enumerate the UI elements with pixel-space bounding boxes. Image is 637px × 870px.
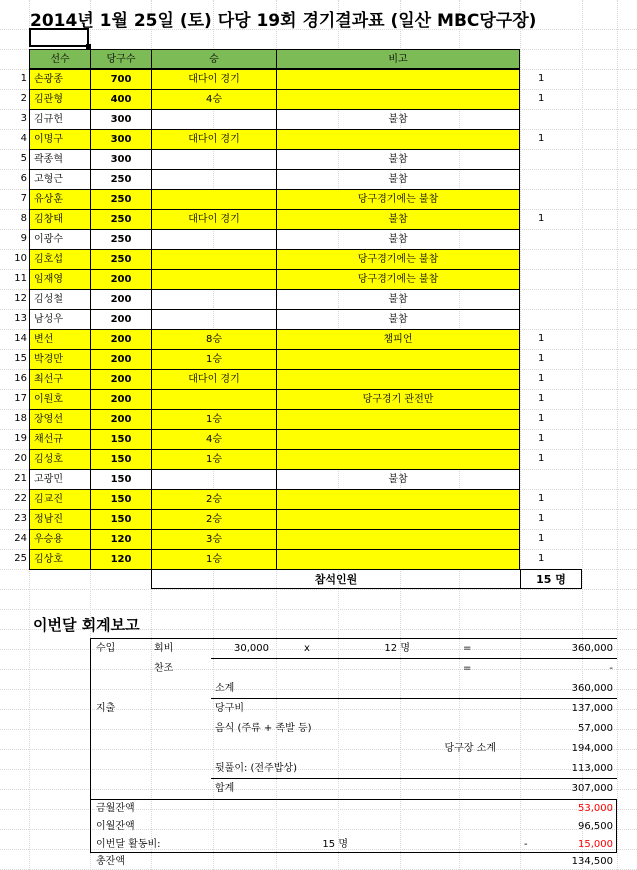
attendance-count-cell[interactable]: 1 xyxy=(538,453,545,464)
attendance-count-cell[interactable] xyxy=(520,229,582,250)
row-number[interactable]: 14 xyxy=(14,333,27,344)
row-number[interactable]: 12 xyxy=(14,293,27,304)
row-number[interactable]: 5 xyxy=(20,153,27,164)
fee-label[interactable]: 회비 xyxy=(154,643,174,654)
player-name-cell[interactable]: 김호섭 xyxy=(29,249,91,270)
player-name-cell[interactable]: 손광종 xyxy=(29,69,91,90)
attendance-count-cell[interactable] xyxy=(520,249,582,270)
header-handicap[interactable]: 당구수 xyxy=(90,49,152,69)
attendance-count-cell[interactable]: 1 xyxy=(538,553,545,564)
win-cell[interactable]: 대다이 경기 xyxy=(151,69,277,90)
note-cell[interactable]: 당구경기에는 불참 xyxy=(276,189,520,210)
subtotal-label[interactable]: 소계 xyxy=(215,683,235,694)
attendance-count-cell[interactable] xyxy=(520,289,582,310)
player-name-cell[interactable]: 최선구 xyxy=(29,369,91,390)
row-number[interactable]: 24 xyxy=(14,533,27,544)
win-cell[interactable] xyxy=(151,249,277,270)
attendance-count-cell[interactable]: 1 xyxy=(538,93,545,104)
win-cell[interactable]: 1승 xyxy=(151,549,277,570)
after-party-label[interactable]: 뒷풀이: (전주밥상) xyxy=(215,763,297,774)
win-cell[interactable]: 대다이 경기 xyxy=(151,369,277,390)
report-title: 이번달 회계보고 xyxy=(33,616,140,634)
note-cell[interactable]: 당구경기 관전만 xyxy=(276,389,520,410)
handicap-cell[interactable]: 200 xyxy=(90,409,152,430)
fee-people[interactable]: 12 명 xyxy=(384,643,410,654)
handicap-cell[interactable]: 150 xyxy=(90,429,152,450)
player-name-cell[interactable]: 우승용 xyxy=(29,529,91,550)
attendance-count-cell[interactable]: 1 xyxy=(538,393,545,404)
attendance-count-cell[interactable]: 1 xyxy=(538,493,545,504)
row-number[interactable]: 10 xyxy=(14,253,27,264)
win-cell[interactable] xyxy=(151,469,277,490)
note-cell[interactable]: 불참 xyxy=(276,149,520,170)
food-value[interactable]: 57,000 xyxy=(578,723,613,734)
times-sign[interactable]: x xyxy=(304,643,310,654)
player-name-cell[interactable]: 채선규 xyxy=(29,429,91,450)
handicap-cell[interactable]: 150 xyxy=(90,469,152,490)
row-number[interactable]: 2 xyxy=(20,93,27,104)
attendance-count-cell[interactable]: 1 xyxy=(538,133,545,144)
player-name-cell[interactable]: 김규헌 xyxy=(29,109,91,130)
attendance-value[interactable]: 15 명 xyxy=(520,569,582,589)
win-cell[interactable] xyxy=(151,309,277,330)
expense-label[interactable]: 지출 xyxy=(96,703,116,714)
header-win[interactable]: 승 xyxy=(151,49,277,69)
player-name-cell[interactable]: 고광민 xyxy=(29,469,91,490)
support-total[interactable]: - xyxy=(609,663,613,674)
handicap-cell[interactable]: 200 xyxy=(90,269,152,290)
attendance-count-cell[interactable]: 1 xyxy=(538,373,545,384)
food-label[interactable]: 음식 (주류 + 족발 등) xyxy=(215,723,312,734)
row-number[interactable]: 15 xyxy=(14,353,27,364)
row-number[interactable]: 19 xyxy=(14,433,27,444)
note-cell[interactable] xyxy=(276,429,520,450)
player-name-cell[interactable]: 고형근 xyxy=(29,169,91,190)
note-cell[interactable] xyxy=(276,529,520,550)
handicap-cell[interactable]: 400 xyxy=(90,89,152,110)
attendance-label[interactable]: 참석인원 xyxy=(151,569,521,589)
player-name-cell[interactable]: 변선 xyxy=(29,329,91,350)
billiard-value[interactable]: 137,000 xyxy=(571,703,613,714)
row-number[interactable]: 21 xyxy=(14,473,27,484)
win-cell[interactable]: 4승 xyxy=(151,429,277,450)
win-cell[interactable]: 8승 xyxy=(151,329,277,350)
grand-total-label[interactable]: 총잔액 xyxy=(96,856,125,867)
player-name-cell[interactable]: 이광수 xyxy=(29,229,91,250)
win-cell[interactable]: 3승 xyxy=(151,529,277,550)
month-balance-label[interactable]: 금월잔액 xyxy=(96,803,135,814)
win-cell[interactable] xyxy=(151,189,277,210)
handicap-cell[interactable]: 150 xyxy=(90,489,152,510)
row-number[interactable]: 17 xyxy=(14,393,27,404)
grid-column-line xyxy=(617,0,618,870)
attendance-count-cell[interactable] xyxy=(520,189,582,210)
note-cell[interactable]: 불참 xyxy=(276,289,520,310)
note-cell[interactable]: 챔피언 xyxy=(276,329,520,350)
carry-value[interactable]: 96,500 xyxy=(578,821,613,832)
attendance-count-cell[interactable] xyxy=(520,109,582,130)
handicap-cell[interactable]: 200 xyxy=(90,289,152,310)
row-number[interactable]: 8 xyxy=(20,213,27,224)
attendance-count-cell[interactable]: 1 xyxy=(538,333,545,344)
handicap-cell[interactable]: 200 xyxy=(90,329,152,350)
row-number[interactable]: 9 xyxy=(20,233,27,244)
grand-total-value[interactable]: 134,500 xyxy=(571,856,613,867)
row-number[interactable]: 3 xyxy=(20,113,27,124)
note-cell[interactable] xyxy=(276,349,520,370)
player-name-cell[interactable]: 정남진 xyxy=(29,509,91,530)
attendance-count-cell[interactable] xyxy=(520,309,582,330)
row-number[interactable]: 1 xyxy=(20,73,27,84)
activity-people[interactable]: 15 명 xyxy=(322,839,348,850)
attendance-count-cell[interactable] xyxy=(520,269,582,290)
note-cell[interactable]: 불참 xyxy=(276,109,520,130)
player-name-cell[interactable]: 박경만 xyxy=(29,349,91,370)
handicap-cell[interactable]: 250 xyxy=(90,189,152,210)
attendance-count-cell[interactable]: 1 xyxy=(538,213,545,224)
row-number[interactable]: 25 xyxy=(14,553,27,564)
equals-1[interactable]: = xyxy=(463,643,472,654)
player-name-cell[interactable]: 이원호 xyxy=(29,389,91,410)
subtotal-value[interactable]: 360,000 xyxy=(571,683,613,694)
note-cell[interactable]: 당구경기에는 불참 xyxy=(276,249,520,270)
handicap-cell[interactable]: 200 xyxy=(90,389,152,410)
note-cell[interactable]: 불참 xyxy=(276,209,520,230)
attendance-count-cell[interactable] xyxy=(520,149,582,170)
carry-label[interactable]: 이월잔액 xyxy=(96,821,135,832)
win-cell[interactable]: 대다이 경기 xyxy=(151,209,277,230)
handicap-cell[interactable]: 120 xyxy=(90,529,152,550)
note-cell[interactable]: 당구경기에는 불참 xyxy=(276,269,520,290)
note-cell[interactable] xyxy=(276,369,520,390)
attendance-count-cell[interactable]: 1 xyxy=(538,353,545,364)
row-number[interactable]: 4 xyxy=(20,133,27,144)
note-cell[interactable] xyxy=(276,129,520,150)
month-balance-value[interactable]: 53,000 xyxy=(578,803,613,814)
player-name-cell[interactable]: 김성철 xyxy=(29,289,91,310)
win-cell[interactable]: 1승 xyxy=(151,409,277,430)
row-number[interactable]: 23 xyxy=(14,513,27,524)
attendance-count-cell[interactable]: 1 xyxy=(538,73,545,84)
handicap-cell[interactable]: 300 xyxy=(90,149,152,170)
handicap-cell[interactable]: 300 xyxy=(90,109,152,130)
grid-row-line xyxy=(0,609,637,610)
handicap-cell[interactable]: 250 xyxy=(90,249,152,270)
note-cell[interactable]: 불참 xyxy=(276,309,520,330)
hall-subtotal-label[interactable]: 당구장 소계 xyxy=(444,743,496,754)
player-name-cell[interactable]: 이명구 xyxy=(29,129,91,150)
row-number[interactable]: 20 xyxy=(14,453,27,464)
win-cell[interactable]: 4승 xyxy=(151,89,277,110)
note-cell[interactable]: 불참 xyxy=(276,169,520,190)
fee-total[interactable]: 360,000 xyxy=(571,643,613,654)
win-cell[interactable]: 1승 xyxy=(151,349,277,370)
player-name-cell[interactable]: 김상호 xyxy=(29,549,91,570)
note-cell[interactable] xyxy=(276,449,520,470)
equals-2[interactable]: = xyxy=(463,663,472,674)
fee-amount[interactable]: 30,000 xyxy=(234,643,269,654)
activity-value[interactable]: 15,000 xyxy=(578,839,613,850)
handicap-cell[interactable]: 200 xyxy=(90,309,152,330)
note-cell[interactable] xyxy=(276,549,520,570)
handicap-cell[interactable]: 150 xyxy=(90,509,152,530)
billiard-label[interactable]: 당구비 xyxy=(215,703,244,714)
player-name-cell[interactable]: 장영선 xyxy=(29,409,91,430)
player-name-cell[interactable]: 김교진 xyxy=(29,489,91,510)
row-number[interactable]: 7 xyxy=(20,193,27,204)
win-cell[interactable]: 1승 xyxy=(151,449,277,470)
note-cell[interactable]: 불참 xyxy=(276,469,520,490)
win-cell[interactable] xyxy=(151,109,277,130)
handicap-cell[interactable]: 250 xyxy=(90,209,152,230)
row-number[interactable]: 22 xyxy=(14,493,27,504)
player-name-cell[interactable]: 김관형 xyxy=(29,89,91,110)
total-value[interactable]: 307,000 xyxy=(571,783,613,794)
note-cell[interactable] xyxy=(276,89,520,110)
note-cell[interactable] xyxy=(276,69,520,90)
player-name-cell[interactable]: 남성우 xyxy=(29,309,91,330)
row-number[interactable]: 6 xyxy=(20,173,27,184)
win-cell[interactable] xyxy=(151,269,277,290)
win-cell[interactable]: 2승 xyxy=(151,489,277,510)
handicap-cell[interactable]: 250 xyxy=(90,229,152,250)
activity-sign[interactable]: - xyxy=(524,839,528,850)
note-cell[interactable] xyxy=(276,489,520,510)
handicap-cell[interactable]: 300 xyxy=(90,129,152,150)
attendance-count-cell[interactable]: 1 xyxy=(538,413,545,424)
attendance-count-cell[interactable]: 1 xyxy=(538,433,545,444)
handicap-cell[interactable]: 200 xyxy=(90,369,152,390)
attendance-count-cell[interactable]: 1 xyxy=(538,513,545,524)
row-number[interactable]: 18 xyxy=(14,413,27,424)
player-name-cell[interactable]: 임재영 xyxy=(29,269,91,290)
handicap-cell[interactable]: 150 xyxy=(90,449,152,470)
activity-label[interactable]: 이번달 활동비: xyxy=(96,839,161,850)
player-name-cell[interactable]: 곽종혁 xyxy=(29,149,91,170)
grid-row-line xyxy=(0,589,637,590)
page-title: 2014년 1월 25일 (토) 다당 19회 경기결과표 (일산 MBC당구장) xyxy=(30,11,537,31)
header-note[interactable]: 비고 xyxy=(276,49,520,69)
handicap-cell[interactable]: 700 xyxy=(90,69,152,90)
attendance-count-cell[interactable] xyxy=(520,169,582,190)
support-label[interactable]: 찬조 xyxy=(154,663,174,674)
player-name-cell[interactable]: 김창태 xyxy=(29,209,91,230)
win-cell[interactable]: 대다이 경기 xyxy=(151,129,277,150)
win-cell[interactable] xyxy=(151,229,277,250)
player-name-cell[interactable]: 김성호 xyxy=(29,449,91,470)
row-number[interactable]: 16 xyxy=(14,373,27,384)
player-name-cell[interactable]: 유상훈 xyxy=(29,189,91,210)
header-player[interactable]: 선수 xyxy=(29,49,91,69)
after-party-value[interactable]: 113,000 xyxy=(571,763,613,774)
attendance-count-cell[interactable]: 1 xyxy=(538,533,545,544)
handicap-cell[interactable]: 120 xyxy=(90,549,152,570)
win-cell[interactable] xyxy=(151,289,277,310)
note-cell[interactable] xyxy=(276,509,520,530)
hall-subtotal-value[interactable]: 194,000 xyxy=(571,743,613,754)
win-cell[interactable]: 2승 xyxy=(151,509,277,530)
win-cell[interactable] xyxy=(151,169,277,190)
win-cell[interactable] xyxy=(151,149,277,170)
income-label[interactable]: 수입 xyxy=(96,643,116,654)
selected-cell[interactable] xyxy=(29,28,89,47)
handicap-cell[interactable]: 200 xyxy=(90,349,152,370)
attendance-count-cell[interactable] xyxy=(520,469,582,490)
total-label[interactable]: 합계 xyxy=(215,783,235,794)
row-number[interactable]: 11 xyxy=(14,273,27,284)
row-number[interactable]: 13 xyxy=(14,313,27,324)
handicap-cell[interactable]: 250 xyxy=(90,169,152,190)
note-cell[interactable] xyxy=(276,409,520,430)
win-cell[interactable] xyxy=(151,389,277,410)
note-cell[interactable]: 불참 xyxy=(276,229,520,250)
